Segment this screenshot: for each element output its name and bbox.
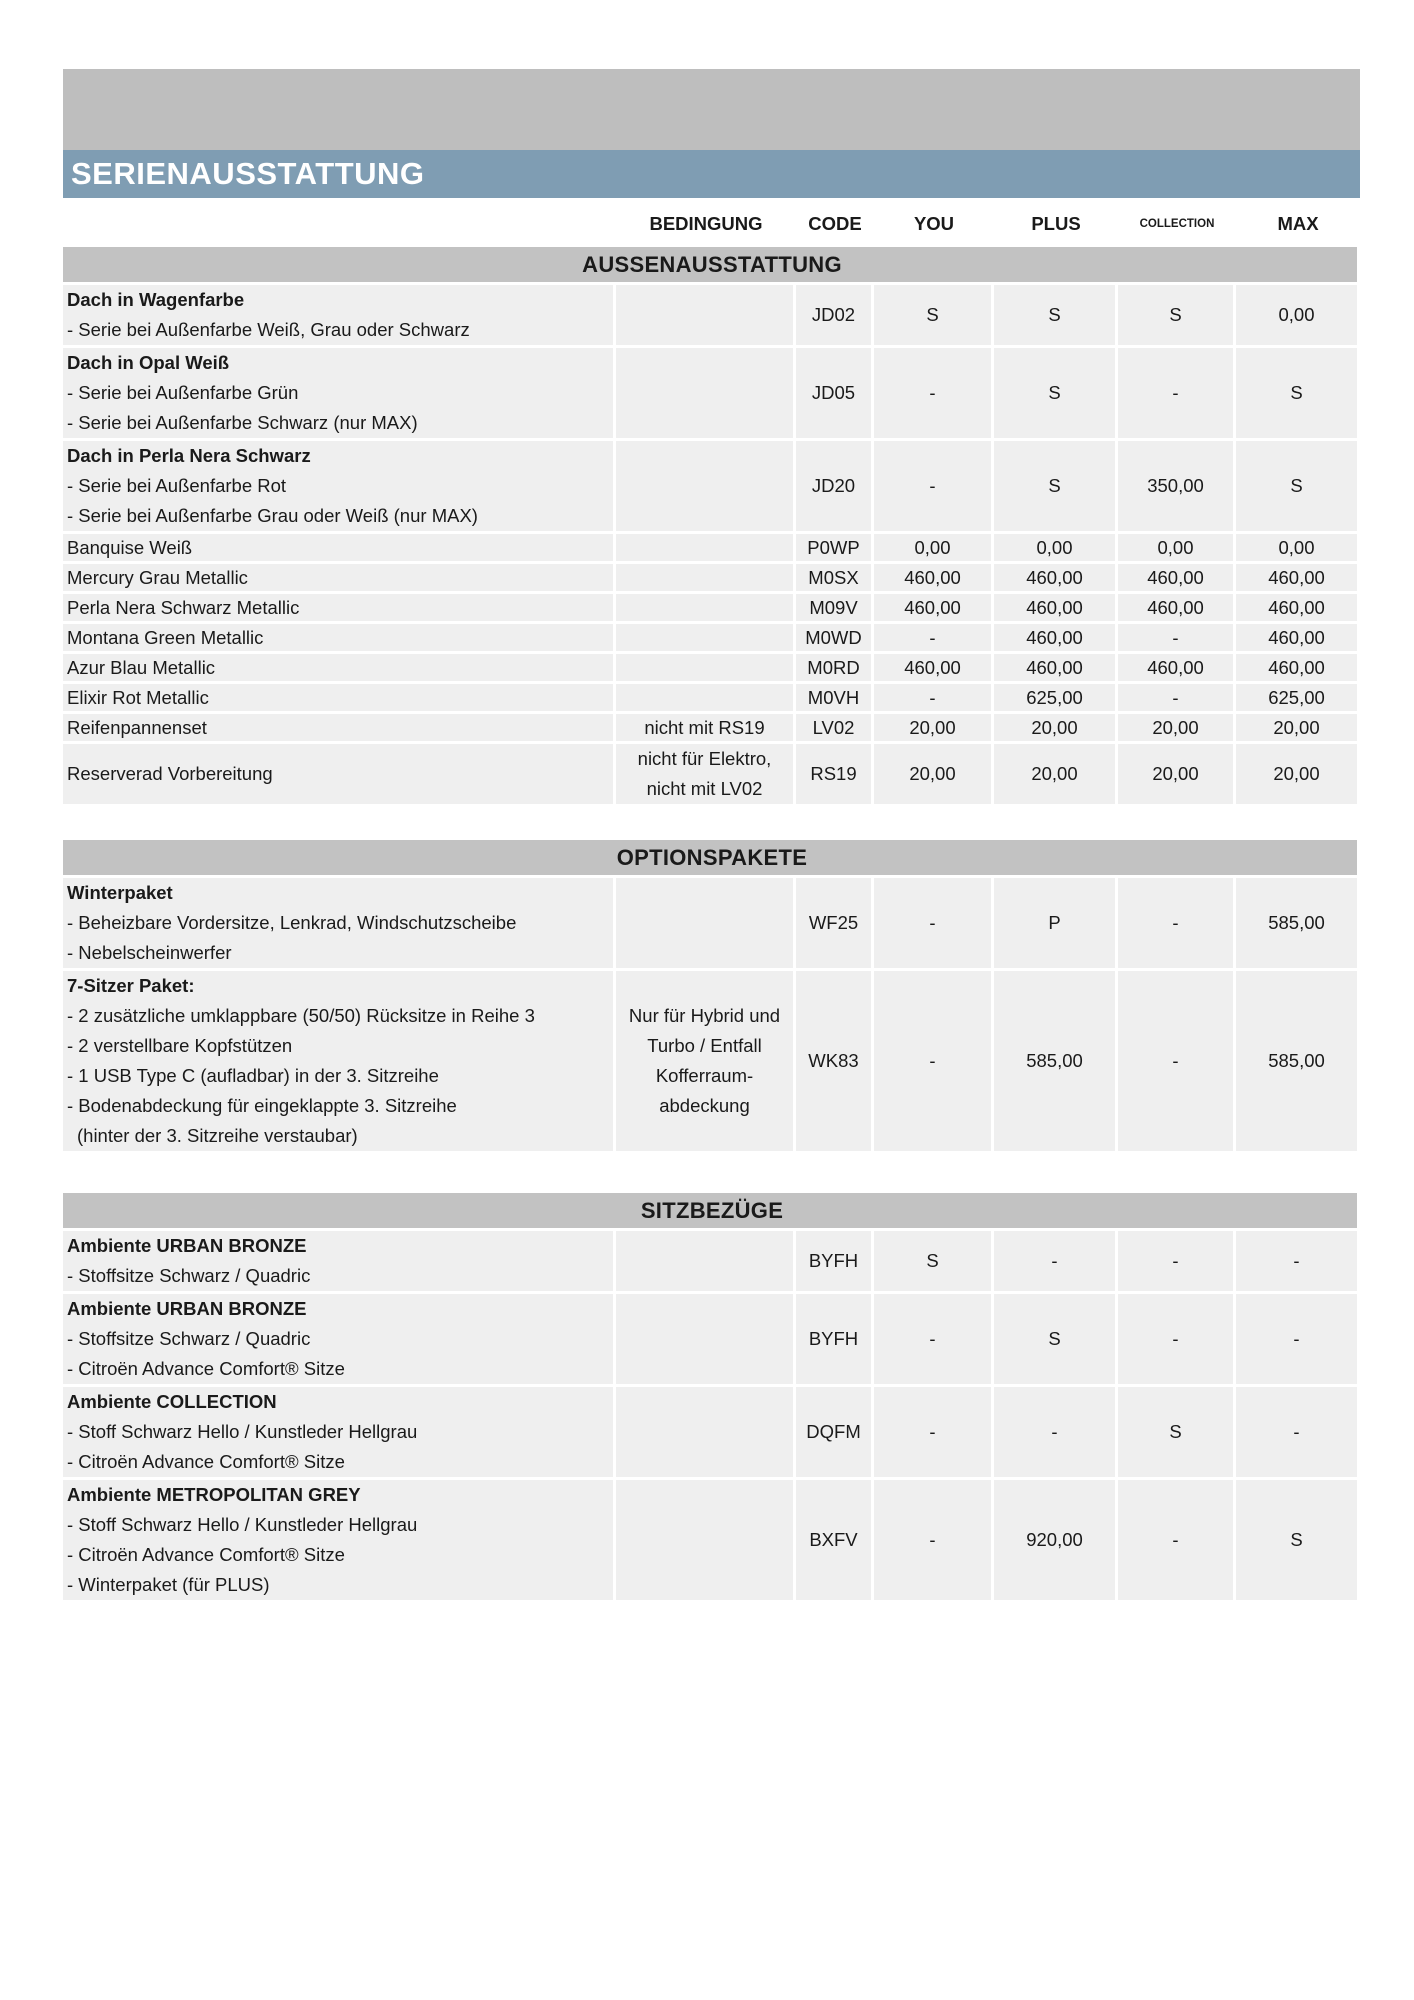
price-collection: 20,00 [1118,714,1236,744]
table-row [63,564,1360,594]
item-description [63,285,616,348]
item-code: JD20 [796,441,874,534]
price-max: 0,00 [1236,534,1360,564]
item-code: BYFH [796,1294,874,1387]
item-detail: - Stoff Schwarz Hello / Kunstleder Hellgrau [67,1421,418,1442]
price-collection: - [1118,348,1236,441]
item-detail: - Serie bei Außenfarbe Schwarz (nur MAX) [67,412,418,433]
item-description [63,441,616,534]
price-collection: - [1118,1294,1236,1387]
section-spacer [63,807,1360,840]
item-condition [616,654,796,684]
price-plus: 460,00 [994,594,1118,624]
item-description [63,654,616,684]
item-condition [616,534,796,564]
price-you: - [874,1480,994,1603]
item-description [63,348,616,441]
header-description [63,200,616,247]
item-code: M0RD [796,654,874,684]
item-detail: Montana Green Metallic [67,627,264,648]
table-row [63,878,1360,971]
item-detail: - Stoff Schwarz Hello / Kunstleder Hellgrau [67,1514,418,1535]
item-detail: Reifenpannenset [67,717,207,738]
price-max: 460,00 [1236,564,1360,594]
price-collection: - [1118,624,1236,654]
price-you: 460,00 [874,654,994,684]
item-code: LV02 [796,714,874,744]
price-max: S [1236,441,1360,534]
header-you: YOU [874,200,994,247]
item-condition [616,348,796,441]
price-plus: - [994,1387,1118,1480]
price-collection: - [1118,684,1236,714]
item-detail: Reserverad Vorbereitung [67,763,273,784]
header-bedingung: BEDINGUNG [616,200,796,247]
table-row [63,1480,1360,1603]
item-title: 7-Sitzer Paket: [67,975,195,996]
price-plus: 460,00 [994,654,1118,684]
item-description [63,744,616,807]
item-detail: - Citroën Advance Comfort® Sitze [67,1358,345,1379]
condition-line: Turbo / Entfall [647,1035,762,1056]
section-spacer [63,1154,1360,1193]
section-header [63,1193,1360,1231]
price-max: 585,00 [1236,971,1360,1154]
item-detail: - Winterpaket (für PLUS) [67,1574,270,1595]
item-detail: Mercury Grau Metallic [67,567,248,588]
price-collection: 20,00 [1118,744,1236,807]
item-code: JD05 [796,348,874,441]
item-detail: - 1 USB Type C (aufladbar) in der 3. Sitzreihe [67,1065,439,1086]
item-detail: - Citroën Advance Comfort® Sitze [67,1451,345,1472]
price-you: - [874,878,994,971]
item-detail: Azur Blau Metallic [67,657,216,678]
item-detail: - Serie bei Außenfarbe Grün [67,382,299,403]
section-title: AUSSENAUSSTATTUNG [63,247,1360,285]
table-header [63,200,1360,247]
table-body [63,247,1360,1603]
section-header [63,247,1360,285]
table-row [63,534,1360,564]
price-plus: 920,00 [994,1480,1118,1603]
table-row [63,1294,1360,1387]
item-code: JD02 [796,285,874,348]
price-plus: 20,00 [994,714,1118,744]
header-max: MAX [1236,200,1360,247]
equipment-table [63,200,1360,1603]
price-max: - [1236,1387,1360,1480]
item-detail: - Serie bei Außenfarbe Grau oder Weiß (nur MAX) [67,505,478,526]
table-row [63,441,1360,534]
price-plus: S [994,348,1118,441]
item-condition [616,714,796,744]
item-condition [616,564,796,594]
item-title: Dach in Perla Nera Schwarz [67,445,311,466]
price-plus: - [994,1231,1118,1294]
condition-line: nicht mit LV02 [646,778,763,799]
price-collection: S [1118,1387,1236,1480]
price-max: 0,00 [1236,285,1360,348]
price-plus: P [994,878,1118,971]
price-you: - [874,1387,994,1480]
table-row [63,714,1360,744]
item-description [63,1387,616,1480]
item-code: RS19 [796,744,874,807]
table-row [63,285,1360,348]
item-code: BXFV [796,1480,874,1603]
price-max: - [1236,1294,1360,1387]
table-row [63,1231,1360,1294]
item-description [63,684,616,714]
price-plus: 585,00 [994,971,1118,1154]
price-you: 20,00 [874,714,994,744]
price-max: 460,00 [1236,594,1360,624]
table-row [63,744,1360,807]
price-max: 20,00 [1236,714,1360,744]
item-condition [616,684,796,714]
item-code: M0WD [796,624,874,654]
price-you: 0,00 [874,534,994,564]
item-detail: Elixir Rot Metallic [67,687,209,708]
price-max: 460,00 [1236,624,1360,654]
item-description [63,564,616,594]
item-detail: - Beheizbare Vordersitze, Lenkrad, Windschutzscheibe [67,912,517,933]
item-detail: - Serie bei Außenfarbe Rot [67,475,287,496]
item-description [63,714,616,744]
price-you: - [874,1294,994,1387]
price-plus: 460,00 [994,624,1118,654]
table-row [63,624,1360,654]
price-you: S [874,1231,994,1294]
table-row [63,348,1360,441]
condition-line: abdeckung [659,1095,750,1116]
header-gray-band [63,69,1360,150]
price-you: 460,00 [874,564,994,594]
item-condition [616,441,796,534]
item-detail: Perla Nera Schwarz Metallic [67,597,300,618]
table-row [63,594,1360,624]
header-code: CODE [796,200,874,247]
price-max: S [1236,1480,1360,1603]
price-you: 460,00 [874,594,994,624]
item-condition [616,594,796,624]
item-description [63,1231,616,1294]
condition-line: nicht für Elektro, [637,748,772,769]
price-you: S [874,285,994,348]
price-max: S [1236,348,1360,441]
item-title: Dach in Wagenfarbe [67,289,245,310]
price-collection: - [1118,1480,1236,1603]
price-collection: 460,00 [1118,564,1236,594]
price-plus: S [994,285,1118,348]
item-detail: - Citroën Advance Comfort® Sitze [67,1544,345,1565]
item-code: WF25 [796,878,874,971]
price-max: 625,00 [1236,684,1360,714]
section-title: SITZBEZÜGE [63,1193,1360,1231]
item-code: M0SX [796,564,874,594]
item-detail: - Stoffsitze Schwarz / Quadric [67,1328,311,1349]
condition-line: nicht mit RS19 [644,717,765,738]
item-description [63,624,616,654]
price-plus: 20,00 [994,744,1118,807]
item-condition [616,1294,796,1387]
price-plus: 0,00 [994,534,1118,564]
item-code: P0WP [796,534,874,564]
item-description [63,1294,616,1387]
page-title: SERIENAUSSTATTUNG [63,150,1360,198]
table-row [63,971,1360,1154]
item-detail: - Bodenabdeckung für eingeklappte 3. Sitzreihe [67,1095,457,1116]
item-code: M09V [796,594,874,624]
price-plus: S [994,441,1118,534]
price-max: - [1236,1231,1360,1294]
price-collection: 460,00 [1118,654,1236,684]
price-max: 460,00 [1236,654,1360,684]
price-collection: S [1118,285,1236,348]
price-collection: - [1118,878,1236,971]
item-title: Ambiente COLLECTION [67,1391,277,1412]
item-title: Dach in Opal Weiß [67,352,230,373]
table-row [63,654,1360,684]
item-description [63,594,616,624]
price-you: - [874,971,994,1154]
item-condition [616,1231,796,1294]
price-max: 20,00 [1236,744,1360,807]
price-collection: 350,00 [1118,441,1236,534]
item-title: Winterpaket [67,882,173,903]
spacer-cell [63,807,1360,840]
item-detail: - Stoffsitze Schwarz / Quadric [67,1265,311,1286]
item-condition [616,285,796,348]
price-you: - [874,684,994,714]
item-code: BYFH [796,1231,874,1294]
section-header [63,840,1360,878]
table-row [63,1387,1360,1480]
condition-line: Kofferraum- [655,1065,754,1086]
price-you: - [874,348,994,441]
price-collection: 460,00 [1118,594,1236,624]
header-plus: PLUS [994,200,1118,247]
item-description [63,878,616,971]
item-condition [616,1387,796,1480]
item-condition [616,878,796,971]
header-collection: COLLECTION [1118,200,1236,247]
item-description [63,534,616,564]
item-condition [616,744,796,807]
price-you: - [874,441,994,534]
item-detail: - Nebelscheinwerfer [67,942,232,963]
item-detail: - Serie bei Außenfarbe Weiß, Grau oder Schwarz [67,319,470,340]
spacer-cell [63,1154,1360,1193]
item-description [63,971,616,1154]
table-row [63,684,1360,714]
item-title: Ambiente METROPOLITAN GREY [67,1484,361,1505]
item-description [63,1480,616,1603]
price-plus: S [994,1294,1118,1387]
item-detail: (hinter der 3. Sitzreihe verstaubar) [77,1125,358,1146]
price-you: 20,00 [874,744,994,807]
item-detail: - 2 verstellbare Kopfstützen [67,1035,293,1056]
price-collection: - [1118,971,1236,1154]
item-condition [616,971,796,1154]
price-collection: - [1118,1231,1236,1294]
item-condition [616,1480,796,1603]
item-code: DQFM [796,1387,874,1480]
price-plus: 625,00 [994,684,1118,714]
item-detail: - 2 zusätzliche umklappbare (50/50) Rücksitze in Reihe 3 [67,1005,535,1026]
item-code: WK83 [796,971,874,1154]
price-plus: 460,00 [994,564,1118,594]
condition-line: Nur für Hybrid und [628,1005,781,1026]
price-collection: 0,00 [1118,534,1236,564]
item-title: Ambiente URBAN BRONZE [67,1298,307,1319]
item-detail: Banquise Weiß [67,537,193,558]
item-condition [616,624,796,654]
section-title: OPTIONSPAKETE [63,840,1360,878]
item-code: M0VH [796,684,874,714]
price-max: 585,00 [1236,878,1360,971]
price-you: - [874,624,994,654]
item-title: Ambiente URBAN BRONZE [67,1235,307,1256]
